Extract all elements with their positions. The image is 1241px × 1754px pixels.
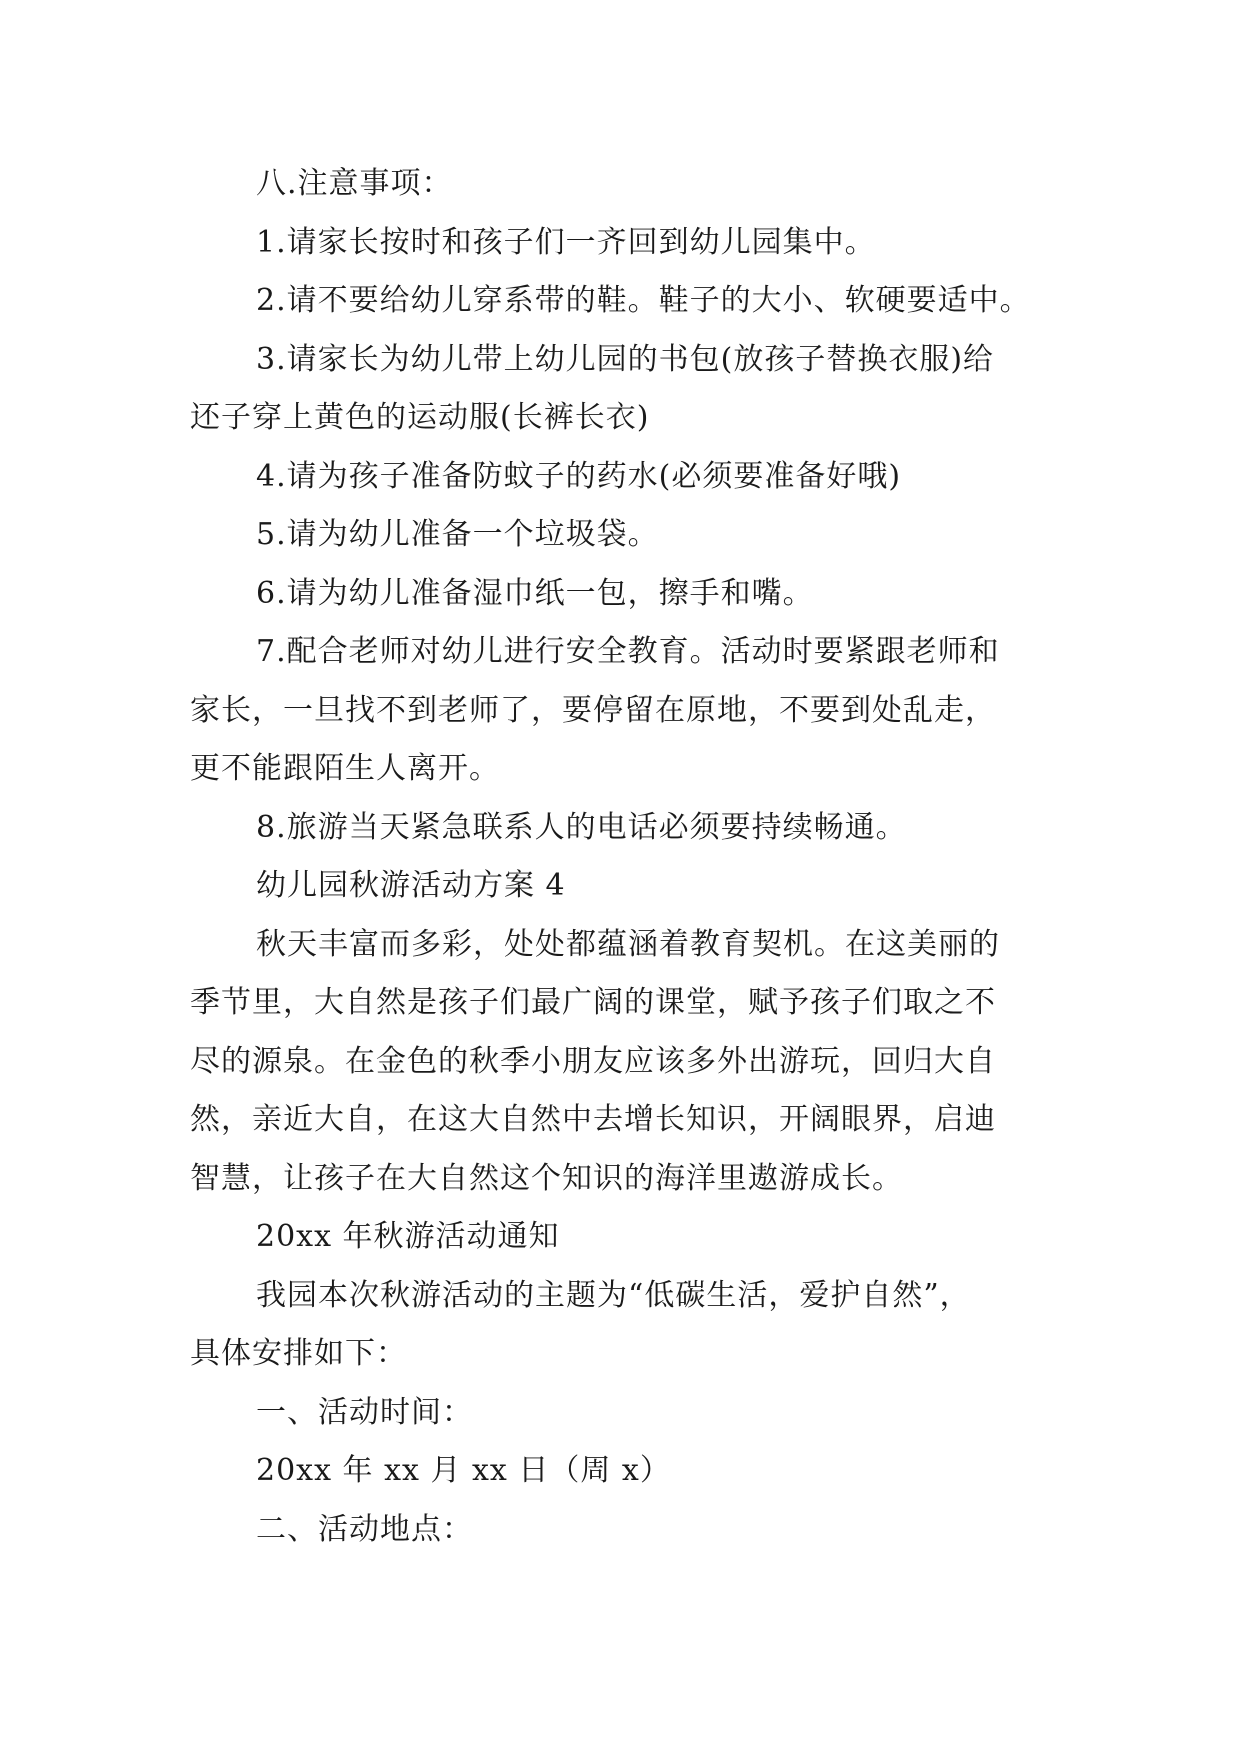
theme-paragraph-line: 具体安排如下：	[190, 1336, 407, 1371]
note-item-4: 4.请为孩子准备防蚊子的药水(必须要准备好哦)	[256, 458, 902, 494]
intro-paragraph-line: 然，亲近大自，在这大自然中去增长知识，开阔眼界，启迪	[190, 1102, 996, 1137]
note-item-7-continued: 家长，一旦找不到老师了，要停留在原地，不要到处乱走，	[190, 692, 996, 728]
section-heading-time: 一、活动时间：	[256, 1394, 473, 1430]
note-item-3: 3.请家长为幼儿带上幼儿园的书包(放孩子替换衣服)给	[256, 341, 995, 377]
intro-paragraph-line: 季节里，大自然是孩子们最广阔的课堂，赋予孩子们取之不	[190, 985, 996, 1020]
note-item-7: 7.配合老师对幼儿进行安全教育。活动时要紧跟老师和	[256, 634, 1000, 669]
note-item-8: 8.旅游当天紧急联系人的电话必须要持续畅通。	[256, 809, 907, 845]
note-item-7-continued: 更不能跟陌生人离开。	[190, 751, 500, 786]
section-heading-notes: 八.注意事项：	[256, 166, 453, 201]
theme-paragraph-line: 我园本次秋游活动的主题为“低碳生活，爱护自然”，	[256, 1277, 971, 1313]
note-item-3-continued: 还子穿上黄色的运动服(长裤长衣)	[190, 400, 650, 435]
note-item-1: 1.请家长按时和孩子们一齐回到幼儿园集中。	[256, 224, 876, 260]
document-body	[190, 155, 1070, 1559]
notice-title: 20xx 年秋游活动通知	[256, 1219, 560, 1254]
note-item-5: 5.请为幼儿准备一个垃圾袋。	[256, 517, 659, 552]
intro-paragraph-line: 尽的源泉。在金色的秋季小朋友应该多外出游玩，回归大自	[190, 1043, 996, 1079]
plan-title: 幼儿园秋游活动方案 4	[256, 868, 566, 903]
activity-date: 20xx 年 xx 月 xx 日（周 x）	[256, 1453, 671, 1488]
intro-paragraph-line: 秋天丰富而多彩，处处都蕴涵着教育契机。在这美丽的	[256, 926, 1000, 962]
intro-paragraph-line: 智慧，让孩子在大自然这个知识的海洋里遨游成长。	[190, 1160, 903, 1196]
note-item-2: 2.请不要给幼儿穿系带的鞋。鞋子的大小、软硬要适中。	[256, 283, 1031, 318]
note-item-6: 6.请为幼儿准备湿巾纸一包，擦手和嘴。	[256, 575, 814, 611]
section-heading-location: 二、活动地点：	[256, 1511, 473, 1547]
